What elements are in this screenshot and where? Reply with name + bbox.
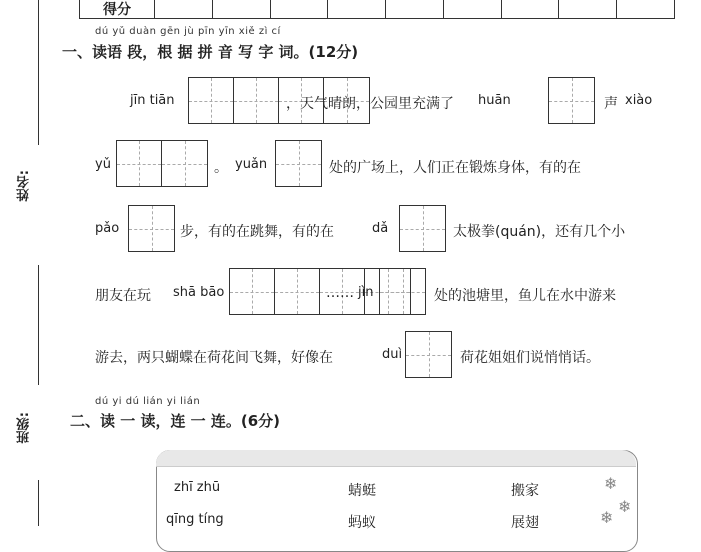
line5-text-0: 游去，两只蝴蝶在荷花间飞舞，好像在 — [95, 350, 333, 366]
line1-pinyin-1: jīn tiān — [130, 93, 175, 108]
score-cell[interactable] — [617, 0, 674, 18]
snowflake-icon: ❄ — [604, 474, 618, 493]
answer-grid[interactable] — [399, 205, 446, 252]
line4-pinyin-2: jìn — [358, 285, 374, 300]
match-word2-2[interactable]: 展翅 — [511, 515, 539, 531]
score-cell[interactable] — [502, 0, 560, 18]
score-cell[interactable] — [271, 0, 329, 18]
score-cell[interactable] — [444, 0, 502, 18]
margin-line-mid — [38, 265, 39, 385]
answer-grid[interactable] — [128, 205, 175, 252]
match-pinyin-1[interactable]: zhī zhū — [174, 480, 221, 495]
section1-title: 一、读语 段，根 据 拼 音 写 字 词。(12分) — [62, 43, 359, 61]
line2-pinyin-1: yǔ — [95, 157, 111, 172]
answer-grid[interactable] — [405, 331, 452, 378]
line2-text-1: 。 — [214, 160, 228, 176]
answer-grid[interactable] — [116, 140, 208, 187]
match-pinyin-2[interactable]: qīng tíng — [166, 512, 224, 527]
line4-pinyin-1: shā bāo — [173, 285, 225, 300]
score-cell[interactable] — [328, 0, 386, 18]
answer-grid[interactable] — [275, 140, 322, 187]
snowflake-icon: ❄ — [618, 497, 632, 516]
line4-text-1: …… — [326, 285, 354, 301]
score-label: 得分 — [80, 0, 155, 18]
line5-pinyin-1: duì — [382, 347, 403, 362]
line5-text-1: 荷花姐姐们说悄悄话。 — [460, 350, 600, 366]
score-cell[interactable] — [213, 0, 271, 18]
class-label: 班级: — [17, 412, 32, 444]
line4-text-2: 处的池塘里，鱼儿在水中游来 — [434, 288, 616, 304]
snowflake-icon: ❄ — [600, 508, 614, 527]
match-word2-1[interactable]: 搬家 — [511, 483, 539, 499]
line1-text-1: ，天气晴朗，公园里充满了 — [286, 96, 454, 112]
match-word1-2[interactable]: 蚂蚁 — [348, 515, 376, 531]
match-word1-1[interactable]: 蜻蜓 — [348, 483, 376, 499]
margin-line-top — [38, 0, 39, 145]
section2-title: 二、读 一 读，连 一 连。(6分) — [70, 412, 281, 430]
line1-pinyin-2: huān — [478, 93, 511, 108]
line2-text-2: 处的广场上，人们正在锻炼身体，有的在 — [329, 160, 581, 176]
score-cell[interactable] — [155, 0, 213, 18]
score-cell[interactable] — [559, 0, 617, 18]
line1-pinyin-3: xiào — [625, 93, 653, 108]
name-label: 姓名: — [17, 170, 32, 202]
line3-pinyin-2: dǎ — [372, 221, 389, 236]
margin-line-bottom — [38, 480, 39, 526]
score-cell[interactable] — [386, 0, 444, 18]
score-table — [79, 0, 675, 19]
section1-pinyin-hint: dú yǔ duàn gēn jù pīn yīn xiě zì cí — [95, 26, 281, 37]
line2-pinyin-2: yuǎn — [235, 157, 268, 172]
answer-grid[interactable] — [548, 77, 595, 124]
answer-grid[interactable] — [379, 268, 426, 315]
line1-text-2: 声 — [604, 96, 618, 112]
line4-text-0: 朋友在玩 — [95, 288, 151, 304]
matching-box-top — [156, 450, 636, 467]
line3-text-2: 太极拳(quán)，还有几个小 — [453, 224, 626, 240]
line3-pinyin-1: pǎo — [95, 221, 120, 236]
section2-pinyin-hint: dú yi dú lián yi lián — [95, 396, 201, 407]
line3-text-1: 步，有的在跳舞，有的在 — [180, 224, 334, 240]
